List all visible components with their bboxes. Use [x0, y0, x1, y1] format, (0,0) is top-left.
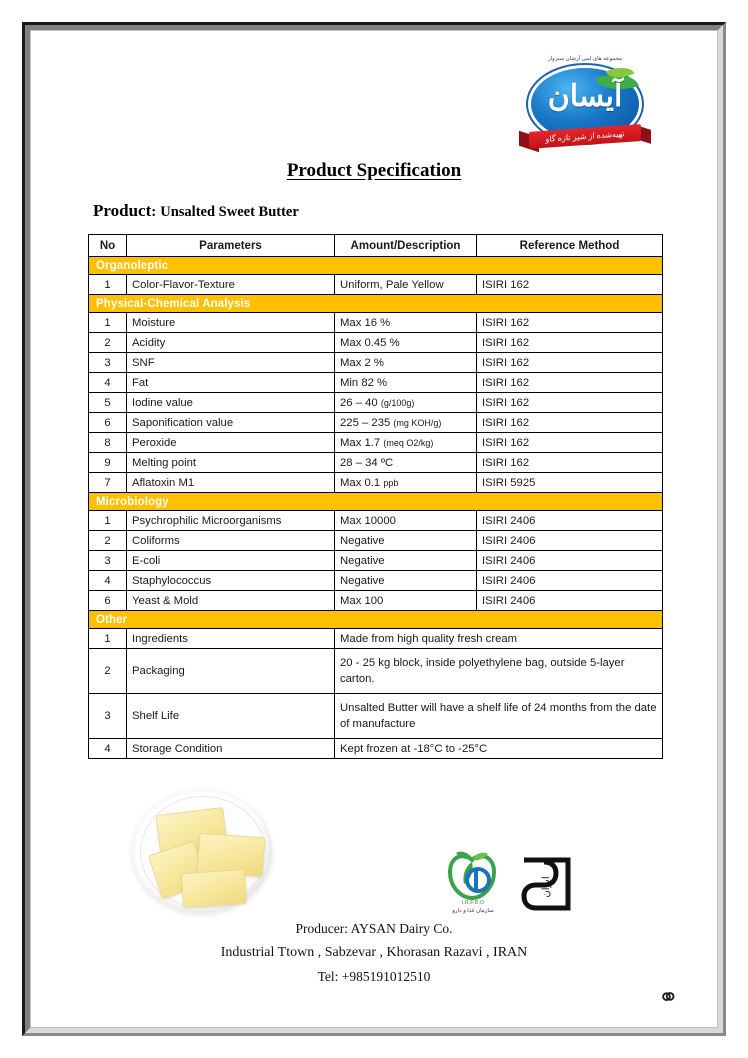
footer-contact-block: [22, 917, 726, 989]
logo-brand-script: آیسان: [547, 80, 623, 113]
table-header-row: [89, 235, 663, 257]
table-header: [89, 235, 663, 257]
cell-amount: 225 – 235 (mg KOH/g): [335, 413, 477, 433]
cell-amount: Min 82 %: [335, 373, 477, 393]
table-row: [89, 333, 663, 353]
cell-no: 1: [89, 629, 127, 649]
table-section-label: Other: [89, 611, 663, 629]
cell-amount: Negative: [335, 531, 477, 551]
page-title: Product Specification: [286, 160, 462, 181]
table-row: [89, 393, 663, 413]
cell-amount: Negative: [335, 571, 477, 591]
cell-description: Unsalted Butter will have a shelf life of 24 months from the date of manufacture: [335, 694, 663, 739]
cell-amount: Max 0.45 %: [335, 333, 477, 353]
cell-parameter: Melting point: [127, 453, 335, 473]
cell-no: 6: [89, 591, 127, 611]
cell-parameter: Iodine value: [127, 393, 335, 413]
table-row: [89, 473, 663, 493]
cell-reference: ISIRI 162: [477, 373, 663, 393]
cell-reference: ISIRI 162: [477, 333, 663, 353]
cell-amount: 28 – 34 ºC: [335, 453, 477, 473]
table-section-label: Microbiology: [89, 493, 663, 511]
logo-tagline-text: مجموعه های لبنی آرشان سبزوار: [548, 56, 622, 62]
cell-reference: ISIRI 2406: [477, 511, 663, 531]
cell-amount: Max 0.1 ppb: [335, 473, 477, 493]
cell-reference: ISIRI 162: [477, 313, 663, 333]
cell-description: Kept frozen at -18°C to -25°C: [335, 739, 663, 759]
cell-no: 5: [89, 393, 127, 413]
cell-reference: ISIRI 162: [477, 353, 663, 373]
cell-parameter: E-coli: [127, 551, 335, 571]
table-row: [89, 453, 663, 473]
svg-text:ایران: ایران: [541, 876, 552, 898]
isiri-standard-logo: [514, 854, 578, 914]
cell-reference: ISIRI 2406: [477, 571, 663, 591]
column-header-reference: Reference Method: [477, 235, 663, 257]
document-content: [22, 22, 726, 1036]
product-specification-table: [88, 234, 663, 759]
cell-parameter: Yeast & Mold: [127, 591, 335, 611]
product-name-line: [93, 201, 299, 221]
table-row: [89, 591, 663, 611]
table-section-header-row: [89, 257, 663, 275]
cell-no: 9: [89, 453, 127, 473]
cell-unit: ppb: [383, 477, 399, 488]
fdo-label-persian: سازمان غذا و دارو: [452, 908, 494, 914]
cell-parameter: Color-Flavor-Texture: [127, 275, 335, 295]
ir-fdo-logo: [442, 850, 504, 922]
product-value: Unsalted Sweet Butter: [160, 204, 299, 220]
table-section-header-row: [89, 493, 663, 511]
cell-unit: (mg KOH/g): [393, 417, 442, 428]
table-row: [89, 739, 663, 759]
cell-amount: Max 10000: [335, 511, 477, 531]
cell-no: 4: [89, 571, 127, 591]
cell-description: 20 - 25 kg block, inside polyethylene bag, outside 5-layer carton.: [335, 649, 663, 694]
product-colon: :: [151, 204, 157, 220]
cell-parameter: Staphylococcus: [127, 571, 335, 591]
table-row: [89, 433, 663, 453]
table-section-label: Physical-Chemical Analysis: [89, 295, 663, 313]
cell-amount: Max 2 %: [335, 353, 477, 373]
cell-amount: Max 100: [335, 591, 477, 611]
table-section-label: Organoleptic: [89, 257, 663, 275]
footer-producer: Producer: AYSAN Dairy Co.: [295, 921, 453, 936]
cell-amount: Uniform, Pale Yellow: [335, 275, 477, 295]
table-row: [89, 373, 663, 393]
butter-block: [181, 869, 247, 908]
cell-no: 1: [89, 275, 127, 295]
cell-no: 3: [89, 551, 127, 571]
cell-reference: ISIRI 162: [477, 413, 663, 433]
column-header-parameters: Parameters: [127, 235, 335, 257]
fdo-label: I.R.F.D.O: [461, 900, 485, 906]
cell-amount: Negative: [335, 551, 477, 571]
cell-no: 3: [89, 353, 127, 373]
cell-no: 6: [89, 413, 127, 433]
cell-unit: (meq O2/kg): [383, 437, 434, 448]
cell-parameter: Packaging: [127, 649, 335, 694]
cell-no: 4: [89, 739, 127, 759]
cell-reference: ISIRI 162: [477, 393, 663, 413]
cell-reference: ISIRI 5925: [477, 473, 663, 493]
signature-mark: ⚭: [656, 981, 680, 1013]
certification-logos: [442, 850, 582, 922]
cell-amount: 26 – 40 (g/100g): [335, 393, 477, 413]
table-row: [89, 275, 663, 295]
table-row: [89, 629, 663, 649]
table-row: [89, 649, 663, 694]
footer-address: Industrial Ttown , Sabzevar , Khorasan Razavi , IRAN: [220, 945, 528, 960]
cell-no: 7: [89, 473, 127, 493]
cell-description: Made from high quality fresh cream: [335, 629, 663, 649]
cell-parameter: Saponification value: [127, 413, 335, 433]
cell-reference: ISIRI 162: [477, 453, 663, 473]
cell-parameter: Shelf Life: [127, 694, 335, 739]
cell-no: 2: [89, 333, 127, 353]
aysan-brand-logo: [511, 54, 657, 154]
cell-parameter: Fat: [127, 373, 335, 393]
product-label: Product: [93, 201, 152, 220]
cell-reference: ISIRI 2406: [477, 531, 663, 551]
column-header-amount: Amount/Description: [335, 235, 477, 257]
cell-no: 3: [89, 694, 127, 739]
cell-parameter: Coliforms: [127, 531, 335, 551]
cell-no: 1: [89, 511, 127, 531]
cell-no: 4: [89, 373, 127, 393]
table-row: [89, 413, 663, 433]
table-row: [89, 353, 663, 373]
cell-parameter: Aflatoxin M1: [127, 473, 335, 493]
butter-product-photo: [110, 785, 300, 917]
cell-amount: Max 16 %: [335, 313, 477, 333]
footer-telephone: Tel: +985191012510: [317, 969, 431, 984]
cell-reference: ISIRI 162: [477, 433, 663, 453]
cell-parameter: Moisture: [127, 313, 335, 333]
cell-parameter: Acidity: [127, 333, 335, 353]
column-header-no: No: [89, 235, 127, 257]
isiri-mark-icon: [514, 854, 578, 914]
table-body: [89, 257, 663, 759]
logo-ribbon-text: تهیه‌شده از شیر تازه گاو: [545, 129, 625, 144]
table-row: [89, 531, 663, 551]
cell-reference: ISIRI 2406: [477, 591, 663, 611]
cell-no: 2: [89, 531, 127, 551]
table-row: [89, 551, 663, 571]
cell-parameter: SNF: [127, 353, 335, 373]
cell-amount: Max 1.7 (meq O2/kg): [335, 433, 477, 453]
cell-parameter: Storage Condition: [127, 739, 335, 759]
table-section-header-row: [89, 295, 663, 313]
table-section-header-row: [89, 611, 663, 629]
cell-no: 1: [89, 313, 127, 333]
table-row: [89, 571, 663, 591]
cell-no: 2: [89, 649, 127, 694]
cell-reference: ISIRI 2406: [477, 551, 663, 571]
table-row: [89, 694, 663, 739]
table-row: [89, 511, 663, 531]
cell-reference: ISIRI 162: [477, 275, 663, 295]
cell-no: 8: [89, 433, 127, 453]
cell-parameter: Ingredients: [127, 629, 335, 649]
cell-parameter: Psychrophilic Microorganisms: [127, 511, 335, 531]
logo-ribbon: [519, 126, 651, 148]
table-row: [89, 313, 663, 333]
cell-unit: (g/100g): [380, 397, 415, 408]
fdo-apple-leaf-icon: [442, 850, 504, 902]
cell-parameter: Peroxide: [127, 433, 335, 453]
